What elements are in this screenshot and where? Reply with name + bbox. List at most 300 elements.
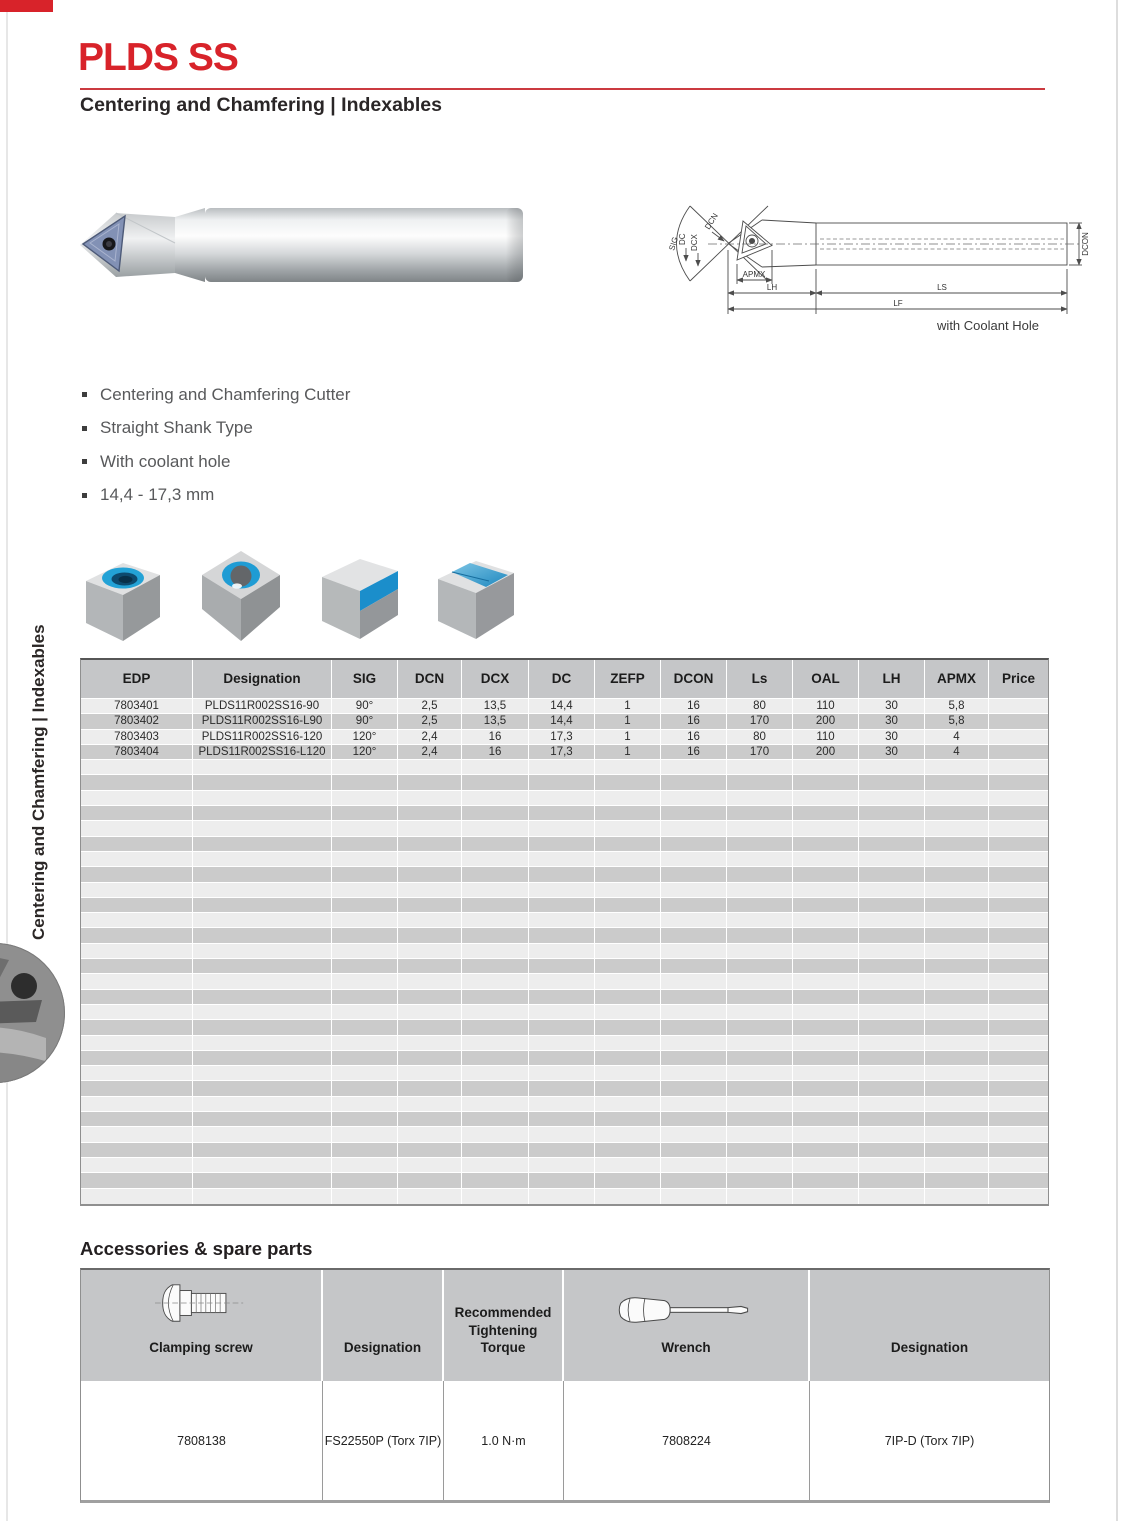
table-cell [859, 837, 925, 851]
table-cell [925, 1051, 989, 1065]
table-cell: PLDS11R002SS16-90 [193, 699, 332, 713]
sidebar-tool-photo [0, 942, 66, 1084]
table-cell [398, 852, 462, 866]
table-cell [193, 867, 332, 881]
table-cell [727, 974, 793, 988]
table-cell [727, 913, 793, 927]
table-row-empty [81, 990, 1048, 1005]
table-cell [81, 1127, 193, 1141]
table-cell [332, 990, 398, 1004]
table-cell [793, 1066, 859, 1080]
table-cell [398, 898, 462, 912]
table-cell [398, 821, 462, 835]
table-cell [81, 898, 193, 912]
main-table-header-row [81, 660, 1048, 699]
table-cell [81, 775, 193, 789]
table-cell [332, 944, 398, 958]
feature-item [82, 378, 350, 412]
table-cell [462, 1173, 529, 1187]
table-cell [859, 1189, 925, 1204]
table-cell [529, 791, 595, 805]
dim-label-sig: SIG [667, 235, 680, 252]
table-cell [81, 974, 193, 988]
table-cell [925, 990, 989, 1004]
table-cell [859, 775, 925, 789]
table-row [81, 714, 1048, 729]
table-cell [859, 1066, 925, 1080]
table-cell [925, 944, 989, 958]
table-cell [595, 1189, 661, 1204]
table-cell [793, 1081, 859, 1095]
table-cell [595, 944, 661, 958]
accessories-header-clamping-screw [81, 1270, 323, 1381]
table-cell [595, 775, 661, 789]
feature-item [82, 445, 350, 479]
table-cell [989, 1036, 1048, 1050]
table-cell [793, 852, 859, 866]
table-cell [859, 974, 925, 988]
table-cell [398, 760, 462, 774]
table-cell [332, 852, 398, 866]
table-cell [925, 852, 989, 866]
table-cell [193, 1051, 332, 1065]
table-cell [595, 1158, 661, 1172]
column-header: OAL [793, 660, 859, 698]
table-cell [661, 898, 727, 912]
table-cell [925, 883, 989, 897]
accessories-header-torque [444, 1270, 564, 1381]
page-subtitle: Centering and Chamfering | Indexables [80, 94, 442, 116]
table-cell [193, 1112, 332, 1126]
table-cell [661, 1051, 727, 1065]
table-cell: 16 [462, 745, 529, 759]
table-cell [793, 928, 859, 942]
page-edge-right [1116, 0, 1118, 1521]
dim-label-dcon: DCON [1081, 232, 1090, 256]
table-cell [793, 1036, 859, 1050]
table-cell [193, 760, 332, 774]
table-cell [793, 1189, 859, 1204]
sidebar-vertical-label: Centering and Chamfering | Indexables [29, 624, 48, 940]
column-header: Designation [193, 660, 332, 698]
table-cell [81, 1097, 193, 1111]
table-cell [193, 852, 332, 866]
table-cell [727, 837, 793, 851]
table-cell [661, 837, 727, 851]
table-cell [859, 944, 925, 958]
table-cell [661, 1066, 727, 1080]
table-cell [925, 928, 989, 942]
accessories-data-row [81, 1381, 1049, 1500]
table-cell [81, 1036, 193, 1050]
table-cell: 170 [727, 745, 793, 759]
table-row-empty [81, 775, 1048, 790]
table-cell [193, 837, 332, 851]
table-cell [193, 1020, 332, 1034]
table-cell [462, 1051, 529, 1065]
table-cell [595, 821, 661, 835]
chamfer-hole-icon [196, 545, 286, 643]
table-cell [398, 1112, 462, 1126]
table-cell [193, 1081, 332, 1095]
table-row-empty [81, 1036, 1048, 1051]
table-cell [925, 1112, 989, 1126]
table-cell [727, 1066, 793, 1080]
table-cell [661, 806, 727, 820]
main-table [80, 658, 1049, 1206]
table-cell [81, 791, 193, 805]
wrench-icon [616, 1294, 756, 1326]
table-cell: 90° [332, 699, 398, 713]
table-cell [81, 990, 193, 1004]
table-cell: 5,8 [925, 714, 989, 728]
table-cell [193, 913, 332, 927]
column-header: ZEFP [595, 660, 661, 698]
table-cell: 80 [727, 730, 793, 744]
table-cell [529, 1005, 595, 1019]
table-cell [462, 775, 529, 789]
table-cell: 16 [661, 699, 727, 713]
table-cell [332, 959, 398, 973]
table-cell [595, 806, 661, 820]
table-cell [332, 898, 398, 912]
table-cell [925, 791, 989, 805]
table-cell [727, 852, 793, 866]
table-cell [661, 990, 727, 1004]
table-cell [661, 1112, 727, 1126]
table-cell [398, 1036, 462, 1050]
table-cell [462, 928, 529, 942]
table-row-empty [81, 1143, 1048, 1158]
table-cell [595, 837, 661, 851]
accessories-header-designation-1 [323, 1270, 444, 1381]
table-cell: 1 [595, 730, 661, 744]
table-cell [989, 699, 1048, 713]
table-cell [193, 990, 332, 1004]
table-cell [332, 1127, 398, 1141]
column-header: LH [859, 660, 925, 698]
table-cell [925, 1158, 989, 1172]
table-cell [793, 1143, 859, 1157]
table-cell [727, 1005, 793, 1019]
table-cell [332, 1081, 398, 1095]
table-cell [529, 928, 595, 942]
table-cell [989, 1158, 1048, 1172]
table-cell [793, 760, 859, 774]
v-groove-icon [432, 545, 522, 643]
accessories-header-wrench [564, 1270, 810, 1381]
table-cell [727, 928, 793, 942]
table-cell: 7803401 [81, 699, 193, 713]
table-cell [595, 760, 661, 774]
table-cell [332, 1005, 398, 1019]
table-cell [727, 1158, 793, 1172]
table-cell [595, 898, 661, 912]
table-cell [989, 1173, 1048, 1187]
table-cell: 30 [859, 730, 925, 744]
table-cell [989, 1097, 1048, 1111]
table-cell [462, 1189, 529, 1204]
table-cell [332, 883, 398, 897]
table-cell [793, 1097, 859, 1111]
table-cell: 7803402 [81, 714, 193, 728]
dim-label-dc: DC [678, 233, 687, 245]
table-cell [661, 1189, 727, 1204]
table-cell [595, 1081, 661, 1095]
table-cell [462, 1081, 529, 1095]
table-cell [793, 990, 859, 1004]
table-cell [462, 806, 529, 820]
table-cell [332, 867, 398, 881]
table-cell [989, 959, 1048, 973]
table-cell [727, 1097, 793, 1111]
bullet-square [82, 392, 87, 397]
table-cell [332, 806, 398, 820]
table-cell [398, 837, 462, 851]
table-cell [332, 1158, 398, 1172]
table-cell [661, 1097, 727, 1111]
table-cell [462, 974, 529, 988]
accessories-header-label: Wrench [661, 1340, 711, 1356]
table-cell: 170 [727, 714, 793, 728]
table-cell [81, 913, 193, 927]
column-header: DCX [462, 660, 529, 698]
table-cell [661, 1036, 727, 1050]
bullet-square [82, 493, 87, 498]
table-cell [925, 1005, 989, 1019]
table-cell [925, 959, 989, 973]
table-cell: 13,5 [462, 699, 529, 713]
technical-drawing [650, 192, 1090, 340]
table-cell [462, 1005, 529, 1019]
table-cell [727, 867, 793, 881]
table-cell [661, 944, 727, 958]
table-cell [332, 775, 398, 789]
table-cell [529, 1112, 595, 1126]
table-cell [529, 1158, 595, 1172]
product-photo [78, 205, 528, 285]
table-cell [727, 1189, 793, 1204]
table-cell [81, 959, 193, 973]
feature-text: 14,4 - 17,3 mm [100, 485, 215, 505]
table-cell [81, 760, 193, 774]
table-row-empty [81, 821, 1048, 836]
table-cell [727, 959, 793, 973]
table-cell [398, 928, 462, 942]
table-cell [462, 913, 529, 927]
column-header: DCN [398, 660, 462, 698]
table-cell [793, 1051, 859, 1065]
table-cell [81, 1066, 193, 1080]
table-cell [793, 959, 859, 973]
table-cell [332, 1112, 398, 1126]
accessories-cell-edp: 7808138 [81, 1381, 323, 1500]
table-cell [529, 883, 595, 897]
table-cell [595, 883, 661, 897]
table-cell: 17,3 [529, 745, 595, 759]
table-cell: 17,3 [529, 730, 595, 744]
feature-list [82, 378, 350, 512]
table-cell [332, 1097, 398, 1111]
table-cell [989, 1112, 1048, 1126]
table-cell: PLDS11R002SS16-L120 [193, 745, 332, 759]
table-cell [925, 806, 989, 820]
table-cell [529, 913, 595, 927]
table-cell [462, 1143, 529, 1157]
table-cell [793, 1020, 859, 1034]
table-cell: 2,5 [398, 699, 462, 713]
table-cell [859, 791, 925, 805]
countersink-icon [78, 545, 168, 643]
table-cell [529, 1189, 595, 1204]
table-cell [398, 1097, 462, 1111]
table-cell [462, 1158, 529, 1172]
table-cell [727, 821, 793, 835]
table-cell [859, 883, 925, 897]
table-cell [793, 1173, 859, 1187]
table-cell [661, 775, 727, 789]
table-cell: 120° [332, 745, 398, 759]
table-cell [332, 1051, 398, 1065]
table-cell [81, 944, 193, 958]
table-cell [859, 1005, 925, 1019]
table-row-empty [81, 852, 1048, 867]
table-cell [859, 1143, 925, 1157]
table-cell [81, 867, 193, 881]
table-cell [398, 959, 462, 973]
accessories-cell-designation-1: FS22550P (Torx 7IP) [323, 1381, 444, 1500]
table-cell [989, 1051, 1048, 1065]
column-header: EDP [81, 660, 193, 698]
table-cell [727, 990, 793, 1004]
table-cell [859, 1097, 925, 1111]
table-cell [595, 1051, 661, 1065]
table-cell [462, 959, 529, 973]
clamping-screw-icon [155, 1280, 247, 1326]
table-cell [925, 775, 989, 789]
table-cell [925, 913, 989, 927]
feature-item [82, 412, 350, 446]
table-cell: 2,4 [398, 745, 462, 759]
table-cell [529, 944, 595, 958]
table-cell [81, 1051, 193, 1065]
table-cell [193, 1127, 332, 1141]
table-cell [727, 1173, 793, 1187]
table-row-empty [81, 867, 1048, 882]
table-cell [193, 1158, 332, 1172]
table-cell [859, 1158, 925, 1172]
table-cell [661, 821, 727, 835]
table-cell [529, 1097, 595, 1111]
table-cell [793, 775, 859, 789]
table-cell [661, 1020, 727, 1034]
table-cell [727, 1020, 793, 1034]
table-cell [529, 959, 595, 973]
table-cell [727, 1051, 793, 1065]
table-cell [661, 867, 727, 881]
table-row-empty [81, 1020, 1048, 1035]
table-cell [81, 1173, 193, 1187]
table-cell [925, 1036, 989, 1050]
table-cell [859, 1020, 925, 1034]
table-cell: 30 [859, 745, 925, 759]
table-cell [989, 1066, 1048, 1080]
table-cell [462, 867, 529, 881]
table-cell [727, 1112, 793, 1126]
column-header: DCON [661, 660, 727, 698]
table-cell [727, 775, 793, 789]
table-cell [81, 1081, 193, 1095]
table-cell [859, 898, 925, 912]
table-cell [398, 944, 462, 958]
table-cell [727, 1143, 793, 1157]
table-cell [925, 1143, 989, 1157]
table-cell [529, 852, 595, 866]
table-cell [529, 898, 595, 912]
table-cell [793, 1158, 859, 1172]
table-row-empty [81, 974, 1048, 989]
table-cell [398, 1005, 462, 1019]
table-cell [793, 913, 859, 927]
table-cell [793, 806, 859, 820]
table-cell [793, 1005, 859, 1019]
table-cell [595, 1066, 661, 1080]
page-title: PLDS SS [78, 36, 238, 79]
table-cell [925, 1173, 989, 1187]
table-cell [81, 1158, 193, 1172]
table-cell: 2,4 [398, 730, 462, 744]
edge-chamfer-icon [314, 545, 404, 643]
table-cell [462, 1020, 529, 1034]
table-cell [989, 883, 1048, 897]
table-cell [81, 806, 193, 820]
table-cell [661, 928, 727, 942]
table-cell [989, 806, 1048, 820]
table-cell: 1 [595, 745, 661, 759]
table-cell [859, 760, 925, 774]
table-cell [989, 1081, 1048, 1095]
accessories-header-label: Designation [890, 1340, 969, 1356]
table-cell: 90° [332, 714, 398, 728]
table-cell [193, 1005, 332, 1019]
table-cell [81, 1112, 193, 1126]
table-cell [462, 1036, 529, 1050]
table-cell [193, 944, 332, 958]
accessories-table [80, 1268, 1050, 1503]
table-cell [462, 898, 529, 912]
table-cell [529, 974, 595, 988]
table-cell [859, 1173, 925, 1187]
table-cell [81, 1189, 193, 1204]
table-cell [193, 806, 332, 820]
table-cell [398, 1127, 462, 1141]
table-cell [398, 913, 462, 927]
table-cell [81, 821, 193, 835]
table-cell [529, 1066, 595, 1080]
table-cell [398, 1189, 462, 1204]
table-cell [793, 821, 859, 835]
table-cell [193, 1036, 332, 1050]
table-cell [989, 1127, 1048, 1141]
table-cell [727, 898, 793, 912]
table-row-empty [81, 928, 1048, 943]
table-cell [193, 821, 332, 835]
table-cell: 200 [793, 745, 859, 759]
table-cell [462, 990, 529, 1004]
table-cell [462, 944, 529, 958]
accessories-header-label: Clamping screw [149, 1340, 253, 1356]
table-row-empty [81, 883, 1048, 898]
